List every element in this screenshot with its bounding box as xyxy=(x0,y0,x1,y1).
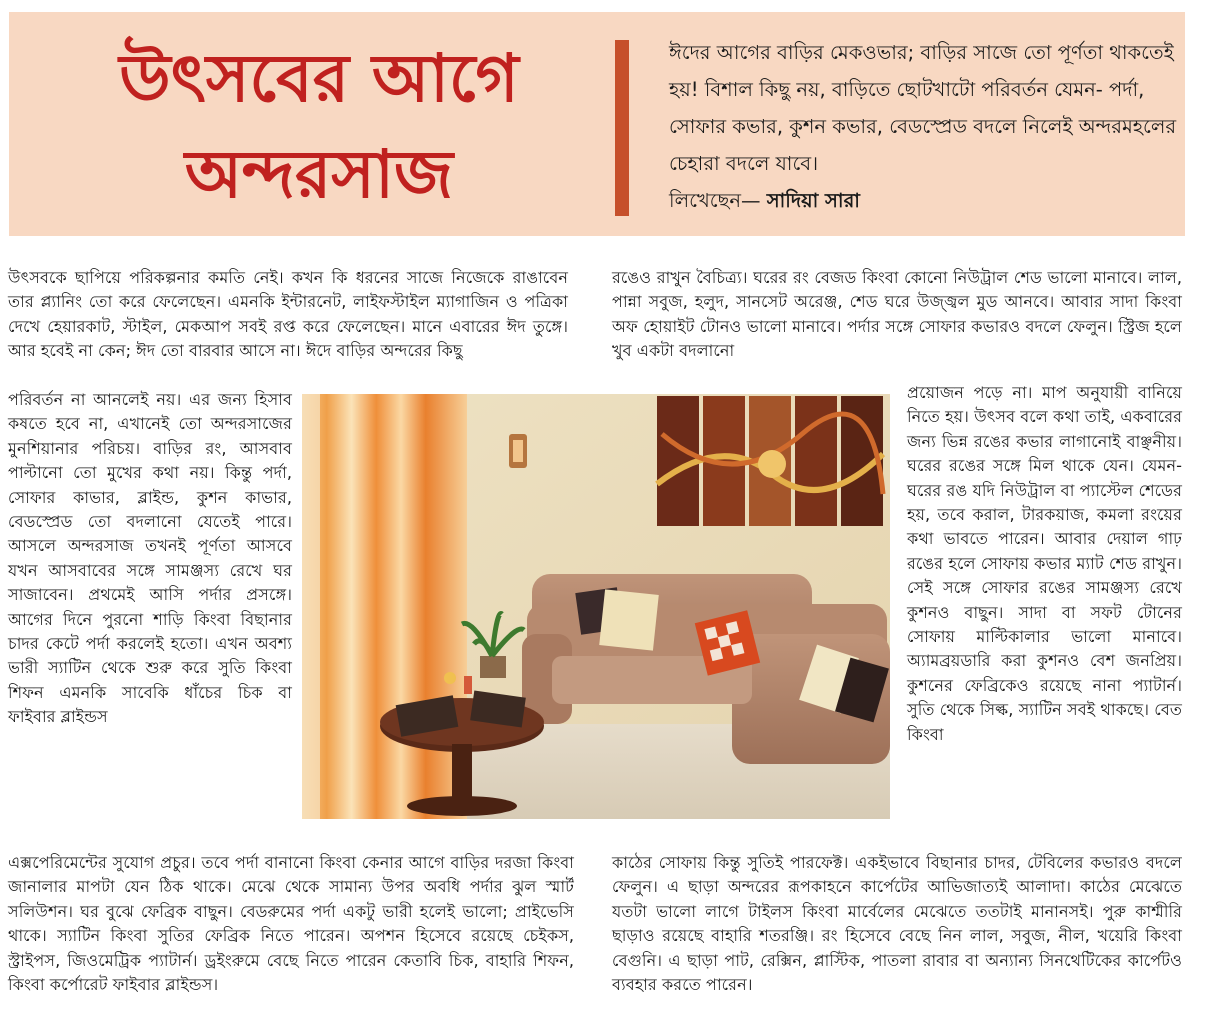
article-intro: ঈদের আগের বাড়ির মেকওভার; বাড়ির সাজে তো পূর্ণতা থাকতেই হয়! বিশাল কিছু নয়, বাড়িতে ছোটখাটো পরিবর্তন যেমন- পর্দা, সোফার কভার, কুশন কভার, বেডস্প্রেড বদলে নিলেই অন্দরমহলের চেহারা বদলে যাবে। xyxy=(669,41,1177,175)
living-room-photo xyxy=(302,394,890,819)
article-header xyxy=(9,12,1185,236)
article-text-left-bottom: এক্সপেরিমেন্টের সুযোগ প্রচুর। তবে পর্দা বানানো কিংবা কেনার আগে বাড়ির দরজা কিংবা জানালার মাপটা যেন ঠিক থাকে। মেঝে থেকে সামান্য উপর অবধি পর্দার ঝুল স্মার্ট সলিউশন। ঘর বুঝে ফেব্রিক বাছুন। বেডরুমের পর্দা একটু ভারী হলেই ভালো; প্রাইভেসি থাকে। স্যাটিন কিংবা সুতির ফেব্রিক নিতে পারেন। অপশন হিসেবে রয়েছে চেইকস, স্ট্রাইপস, জিওমেট্রিক প্যাটার্ন। ড্রইংরুমে বেছে নিতে পারেন কেতাবি চিক, বাহারি শিফন, কিংবা কর্পোরেট ফাইবার ব্লাইন্ডস। xyxy=(8,853,574,995)
byline-author: সাদিয়া সারা xyxy=(766,189,860,212)
article-text-right-top: রঙেও রাখুন বৈচিত্র্য। ঘরের রং বেজড কিংবা কোনো নিউট্রাল শেড ভালো মানাবে। লাল, পান্না সবুজ, হলুদ, সানসেট অরেঞ্জ, শেড ঘরে উজ্জ্বল মুড আনবে। আবার সাদা কিংবা অফ হোয়াইট টোনও ভালো মানাবে। পর্দার সঙ্গে সোফার কভারও বদলে ফেলুন। স্ট্রিজ হলে খুব একটা বদলানো xyxy=(612,268,1182,361)
title-line-2: অন্দরসাজ xyxy=(184,135,454,213)
article-text-right-bottom: কাঠের সোফায় কিন্তু সুতিই পারফেক্ট। একইভাবে বিছানার চাদর, টেবিলের কভারও বদলে ফেলুন। এ ছাড়া অন্দরের রূপকাহনে কার্পেটের আভিজাত্যই আলাদা। কাঠের মেঝেতে যতটা ভালো লাগে টাইলস কিংবা মার্বেলের মেঝেতে ততটাই মানানসই। পুরু কাশ্মীরি ছাড়াও রয়েছে বাহারি শতরঞ্জি। রং হিসেবে বেছে নিন লাল, সবুজ, নীল, খয়েরি কিংবা বেগুনি। এ ছাড়া পাট, রেক্সিন, প্লাস্টিক, পাতলা রাবার বা অন্যান্য সিনথেটিকের কার্পেটও ব্যবহার করতে পারেন। xyxy=(612,853,1182,995)
article-text-right-wrap: প্রয়োজন পড়ে না। মাপ অনুযায়ী বানিয়ে নিতে হয়। উৎসব বলে কথা তাই, একবারের জন্য ভিন্ন রঙের কভার লাগানোই বাঞ্ছনীয়। ঘরের রঙের সঙ্গে মিল থাকে যেন। যেমন- ঘরের রঙ যদি নিউট্রাল বা প্যাস্টেল শেডের হয়, তবে করাল, টারকয়াজ, কমলা রংয়ের কথা ভাবতে পারেন। আবার দেয়াল গাঢ় রঙের হলে সোফায় কভার ম্যাট শেড রাখুন। সেই সঙ্গে সোফার রঙের সামঞ্জস্য রেখে কুশনও বাছুন। সাদা বা সফট টোনের সোফায় মাল্টিকালার ভালো মানাবে। অ্যামব্রয়ডারি করা কুশনও বেশ জনপ্রিয়। কুশনের ফেব্রিকেও রয়েছে নানা প্যাটার্ন। সুতি থেকে সিল্ক, স্যাটিন সবই থাকছে। বেত কিংবা xyxy=(907,383,1182,744)
wall-painting xyxy=(657,396,883,526)
article-text-left-wrap: পরিবর্তন না আনলেই নয়। এর জন্য হিসাব কষতে হবে না, এখানেই তো অন্দরসাজের মুনশিয়ানার পরিচয়। বাড়ির রং, আসবাব পাল্টানো তো মুখের কথা নয়। কিন্তু পর্দা, সোফার কাভার, ব্লাইন্ড, কুশন কাভার, বেডস্প্রেড তো বদলানো যেতেই পারে। আসলে অন্দরসাজ তখনই পূর্ণতা আসবে যখন আসবাবের সঙ্গে সামঞ্জস্য রেখে ঘর সাজাবেন। প্রথমেই আসি পর্দার প্রসঙ্গে। আগের দিনে পুরনো শাড়ি কিংবা বিছানার চাদর কেটে পর্দা করলেই হতো। এখন অবশ্য ভারী স্যাটিন থেকে শুরু করে সুতি কিংবা শিফন এমনকি সাবেকি ধাঁচের চিক বা ফাইবার ব্লাইন্ডস xyxy=(8,390,292,727)
byline-label: লিখেছেন— xyxy=(669,189,761,212)
title-line-1: উৎসবের আগে xyxy=(119,39,519,117)
byline xyxy=(669,182,860,219)
accent-bar xyxy=(615,40,629,216)
living-room-illustration xyxy=(302,394,890,819)
article-title xyxy=(109,30,529,222)
article-text-left-top: উৎসবকে ছাপিয়ে পরিকল্পনার কমতি নেই। কখন কি ধরনের সাজে নিজেকে রাঙাবেন তার প্ল্যানিং তো করে ফেলেছেন। এমনকি ইন্টারনেট, লাইফস্টাইল ম্যাগাজিন ও পত্রিকা দেখে হেয়ারকাট, স্টাইল, মেকআপ সবই রপ্ত করে ফেলেছেন। মানে এবারের ঈদ তুঙ্গে। আর হবেই না কেন; ঈদ তো বারবার আসে না। ঈদে বাড়ির অন্দরের কিছু xyxy=(8,268,568,361)
